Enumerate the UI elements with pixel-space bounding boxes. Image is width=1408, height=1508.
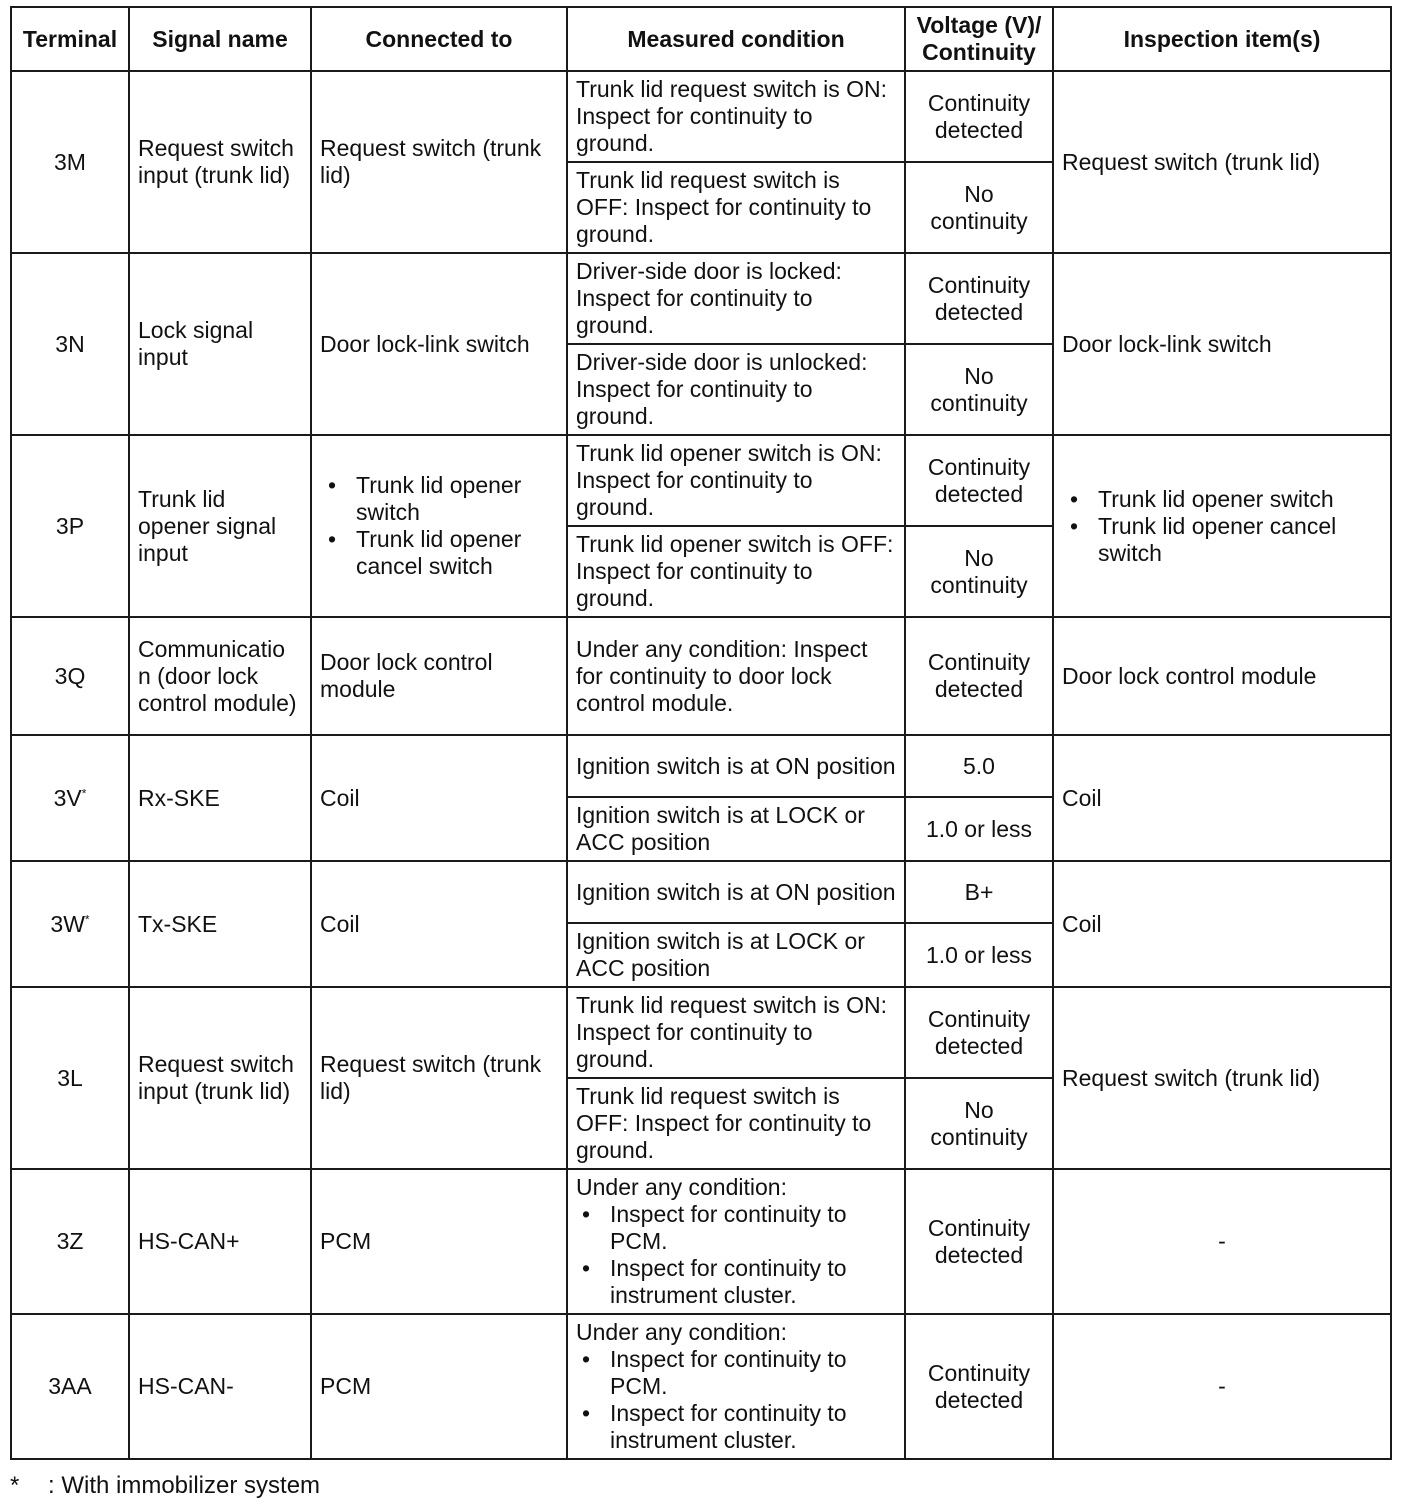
inspection-cell: Coil (1053, 735, 1391, 861)
list-item: • Trunk lid opener cancel switch (1070, 513, 1382, 567)
list-item: • Inspect for continuity to PCM. (582, 1346, 896, 1400)
list-item: • Trunk lid opener switch (328, 472, 558, 526)
signal-name-cell: HS-CAN- (129, 1314, 311, 1459)
terminal-cell: 3L (11, 987, 129, 1169)
inspection-cell: Request switch (trunk lid) (1053, 987, 1391, 1169)
inspection-cell: Door lock-link switch (1053, 253, 1391, 435)
connected-to-list (320, 472, 558, 580)
signal-name-cell: Request switch input (trunk lid) (129, 71, 311, 253)
header-measured-condition: Measured condition (567, 7, 905, 71)
header-inspection-items: Inspection item(s) (1053, 7, 1391, 71)
value-cell: B+ (905, 861, 1053, 923)
terminal-spec-table (10, 6, 1392, 1460)
table-row (11, 71, 1391, 162)
header-signal-name: Signal name (129, 7, 311, 71)
connected-to-cell: Door lock control module (311, 617, 567, 735)
table-row (11, 735, 1391, 797)
condition-cell (567, 1314, 905, 1459)
condition-cell: Trunk lid request switch is ON: Inspect for continuity to ground. (567, 71, 905, 162)
signal-name-cell: Request switch input (trunk lid) (129, 987, 311, 1169)
condition-heading: Under any condition: (576, 1174, 787, 1200)
condition-cell: Trunk lid request switch is OFF: Inspect for continuity to ground. (567, 1078, 905, 1169)
header-voltage-continuity: Voltage (V)/ Continuity (905, 7, 1053, 71)
header-row (11, 7, 1391, 71)
inspection-list (1062, 486, 1382, 567)
terminal-cell: 3W* (11, 861, 129, 987)
value-cell: Continuity detected (905, 253, 1053, 344)
connected-to-cell: Coil (311, 861, 567, 987)
condition-heading: Under any condition: (576, 1319, 787, 1345)
condition-cell: Ignition switch is at LOCK or ACC position (567, 923, 905, 987)
signal-name-cell: Communicatio n (door lock control module) (129, 617, 311, 735)
connected-to-cell (311, 435, 567, 617)
inspection-cell: - (1053, 1169, 1391, 1314)
condition-cell: Ignition switch is at ON position (567, 735, 905, 797)
signal-name-cell: Trunk lid opener signal input (129, 435, 311, 617)
connected-to-cell: Request switch (trunk lid) (311, 987, 567, 1169)
terminal-cell: 3P (11, 435, 129, 617)
value-cell: Continuity detected (905, 617, 1053, 735)
list-item: • Trunk lid opener switch (1070, 486, 1382, 513)
condition-cell: Driver-side door is unlocked: Inspect for continuity to ground. (567, 344, 905, 435)
footnote-mark: * (81, 785, 87, 800)
value-cell: No continuity (905, 344, 1053, 435)
signal-name-cell: Lock signal input (129, 253, 311, 435)
condition-cell: Ignition switch is at ON position (567, 861, 905, 923)
value-cell: Continuity detected (905, 435, 1053, 526)
condition-cell: Trunk lid request switch is ON: Inspect for continuity to ground. (567, 987, 905, 1078)
condition-cell: Under any condition: Inspect for continuity to door lock control module. (567, 617, 905, 735)
list-item: • Inspect for continuity to instrument cluster. (582, 1255, 896, 1309)
condition-cell: Driver-side door is locked: Inspect for continuity to ground. (567, 253, 905, 344)
table-row (11, 435, 1391, 526)
list-item: • Trunk lid opener cancel switch (328, 526, 558, 580)
table-row (11, 1314, 1391, 1459)
value-cell: No continuity (905, 162, 1053, 253)
value-cell: No continuity (905, 526, 1053, 617)
connected-to-cell: PCM (311, 1314, 567, 1459)
terminal-cell: 3Z (11, 1169, 129, 1314)
table-row (11, 617, 1391, 735)
condition-cell: Trunk lid opener switch is ON: Inspect for continuity to ground. (567, 435, 905, 526)
connected-to-cell: Request switch (trunk lid) (311, 71, 567, 253)
table-row (11, 1169, 1391, 1314)
connected-to-cell: Door lock-link switch (311, 253, 567, 435)
value-cell: Continuity detected (905, 987, 1053, 1078)
value-cell: Continuity detected (905, 1169, 1053, 1314)
value-cell: No continuity (905, 1078, 1053, 1169)
condition-cell (567, 1169, 905, 1314)
terminal-cell: 3N (11, 253, 129, 435)
terminal-cell: 3M (11, 71, 129, 253)
condition-list (576, 1201, 896, 1309)
signal-name-cell: Rx-SKE (129, 735, 311, 861)
condition-cell: Trunk lid opener switch is OFF: Inspect for continuity to ground. (567, 526, 905, 617)
header-connected-to: Connected to (311, 7, 567, 71)
inspection-cell: Door lock control module (1053, 617, 1391, 735)
inspection-cell: - (1053, 1314, 1391, 1459)
inspection-cell (1053, 435, 1391, 617)
list-item: • Inspect for continuity to instrument cluster. (582, 1400, 896, 1454)
list-item: • Inspect for continuity to PCM. (582, 1201, 896, 1255)
signal-name-cell: Tx-SKE (129, 861, 311, 987)
condition-list (576, 1346, 896, 1454)
footnote (10, 1472, 320, 1500)
terminal-cell: 3Q (11, 617, 129, 735)
condition-cell: Trunk lid request switch is OFF: Inspect for continuity to ground. (567, 162, 905, 253)
connected-to-cell: PCM (311, 1169, 567, 1314)
table-row (11, 253, 1391, 344)
terminal-cell: 3AA (11, 1314, 129, 1459)
value-cell: 1.0 or less (905, 797, 1053, 861)
table-row (11, 987, 1391, 1078)
footnote-text: : With immobilizer system (48, 1472, 321, 1499)
value-cell: 1.0 or less (905, 923, 1053, 987)
signal-name-cell: HS-CAN+ (129, 1169, 311, 1314)
header-terminal: Terminal (11, 7, 129, 71)
inspection-cell: Request switch (trunk lid) (1053, 71, 1391, 253)
footnote-asterisk: * (10, 1472, 20, 1499)
value-cell: Continuity detected (905, 71, 1053, 162)
value-cell: Continuity detected (905, 1314, 1053, 1459)
value-cell: 5.0 (905, 735, 1053, 797)
connected-to-cell: Coil (311, 735, 567, 861)
footnote-mark: * (84, 911, 90, 926)
condition-cell: Ignition switch is at LOCK or ACC position (567, 797, 905, 861)
inspection-cell: Coil (1053, 861, 1391, 987)
terminal-cell: 3V* (11, 735, 129, 861)
table-row (11, 861, 1391, 923)
